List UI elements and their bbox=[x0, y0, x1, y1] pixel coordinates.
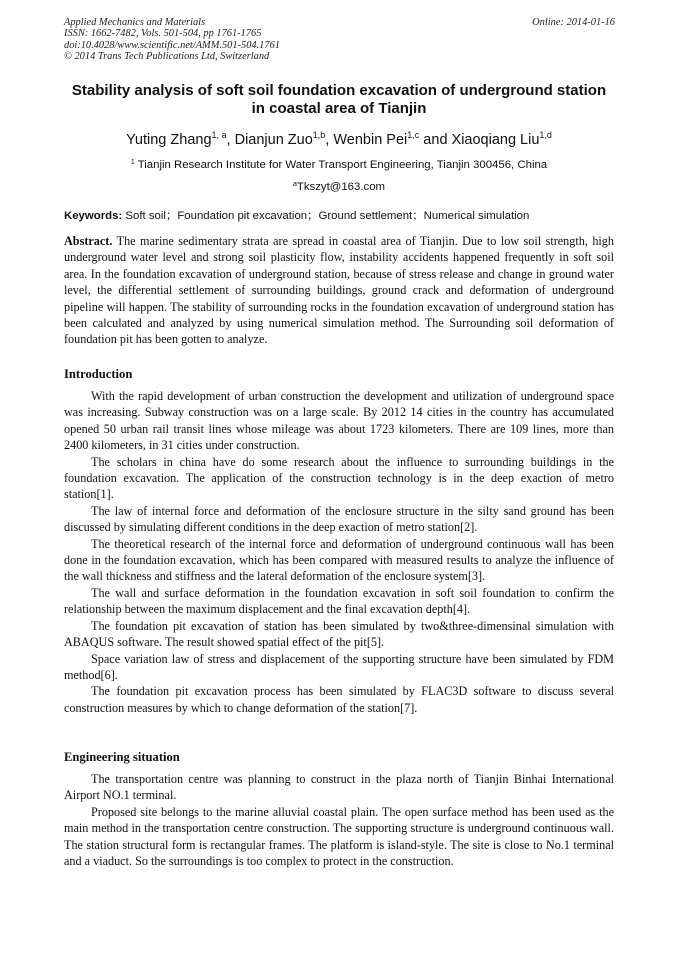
author-superscript: 1,c bbox=[407, 130, 420, 140]
paragraph: Space variation law of stress and displacement of the supporting structure have been simulated by FDM method[6]. bbox=[64, 651, 614, 682]
author-superscript: 1,d bbox=[539, 130, 552, 140]
author-separator: , bbox=[325, 132, 334, 148]
keywords-text: Soft soil；Foundation pit excavation；Ground settlement；Numerical simulation bbox=[125, 210, 530, 222]
author-name: Yuting Zhang bbox=[126, 132, 212, 148]
author-list bbox=[64, 131, 614, 149]
author-email bbox=[64, 180, 614, 194]
paragraph: The transportation centre was planning to construct in the plaza north of Tianjin Binhai International Airport NO.1 terminal. bbox=[64, 772, 614, 803]
doi-line: doi:10.4028/www.scientific.net/AMM.501-504.1761 bbox=[64, 39, 280, 51]
keywords bbox=[64, 209, 614, 223]
paragraph: The wall and surface deformation in the foundation excavation in soft soil foundation to confirm the relationship between the maximum displacement and the final excavation depth[4]. bbox=[64, 585, 614, 617]
abstract-text: The marine sedimentary strata are spread in coastal area of Tianjin. Due to low soil strength, high underground water level and strong soil plasticity flow, instability accidents happened frequently in soft soil area. In the foundation excavation of underground station, because of stress release and change in ground water level, the differential settlement of surrounding buildings, ground crack and deformation of underground pipeline will happen. The stability of surrounding rocks in the foundation excavation of underground station has been calculated and analyzed by using numerical simulation method. The Surrounding soil deformation of foundation pit has been gotten to analyze. bbox=[64, 234, 614, 347]
paper-title: Stability analysis of soft soil foundation excavation of underground station in coastal area of Tianjin bbox=[71, 82, 607, 117]
paragraph: With the rapid development of urban construction the development and utilization of underground space was increasing. Subway construction was on a large scale. By 2012 14 cities in the country has accumulated opened 50 urban rail transit lines whose mileage was about 1723 kilometers. There are 109 lines, more than 2400 kilometers, in 31 cities under construction. bbox=[64, 389, 614, 453]
paragraph: Proposed site belongs to the marine alluvial coastal plain. The open surface method has been used as the main method in the transportation centre construction. The supporting structure is underground continuous wall. The station structural form is rectangular frames. The platform is island-style. The site is close to No.1 terminal and a viaduct. So the surroundings is too complex to protect in the construction. bbox=[64, 804, 614, 869]
abstract bbox=[64, 233, 614, 348]
journal-name: Applied Mechanics and Materials bbox=[64, 17, 206, 28]
author-name: Dianjun Zuo bbox=[234, 132, 313, 148]
author-superscript: 1, a bbox=[211, 130, 227, 140]
affiliation-text: Tianjin Research Institute for Water Transport Engineering, Tianjin 300456, China bbox=[134, 159, 548, 171]
introduction-body bbox=[64, 388, 614, 716]
author-name: Xiaoqiang Liu bbox=[451, 132, 540, 148]
journal-meta bbox=[64, 17, 280, 63]
section-heading-introduction: Introduction bbox=[64, 367, 133, 381]
copyright-line: © 2014 Trans Tech Publications Ltd, Switzerland bbox=[64, 51, 270, 63]
paragraph: The foundation pit excavation of station has been simulated by two&three-dimensinal simulation with ABAQUS software. The result showed spatial effect of the pit[5]. bbox=[64, 618, 614, 650]
paragraph: The scholars in china have do some research about the influence to surrounding buildings in the foundation excavation. The application of the construction technology is in the deep exaction of metro station[1]. bbox=[64, 454, 614, 502]
affiliation bbox=[64, 158, 614, 172]
email-superscript: a bbox=[292, 181, 297, 188]
affiliation-superscript: 1 bbox=[130, 159, 135, 166]
author-separator: and bbox=[419, 132, 452, 148]
email-text: Tkszyt@163.com bbox=[296, 181, 386, 193]
engineering-situation-body bbox=[64, 771, 614, 869]
author-name: Wenbin Pei bbox=[333, 132, 408, 148]
abstract-label: Abstract. bbox=[64, 234, 113, 248]
author-superscript: 1,b bbox=[312, 130, 326, 140]
paragraph: The foundation pit excavation process has been simulated by FLAC3D software to discuss several construction measures by which to change deformation of the station[7]. bbox=[64, 684, 614, 715]
paragraph: The law of internal force and deformation of the enclosure structure in the silty sand ground has been discussed by simulating different conditions in the deep exaction of metro station[2]. bbox=[64, 503, 614, 535]
online-date: Online: 2014-01-16 bbox=[532, 17, 615, 28]
paragraph: The theoretical research of the internal force and deformation of underground continuous wall has been done in the foundation excavation, which has been compared with measured results to analyze the influence of the wall thickness and stiffness and the lateral deformation of the enclosure system[3]. bbox=[64, 536, 614, 584]
section-heading-engineering-situation: Engineering situation bbox=[64, 750, 180, 764]
author-separator: , bbox=[226, 132, 235, 148]
keywords-label: Keywords: bbox=[64, 210, 126, 222]
issn-line: ISSN: 1662-7482, Vols. 501-504, pp 1761-1765 bbox=[64, 28, 262, 40]
